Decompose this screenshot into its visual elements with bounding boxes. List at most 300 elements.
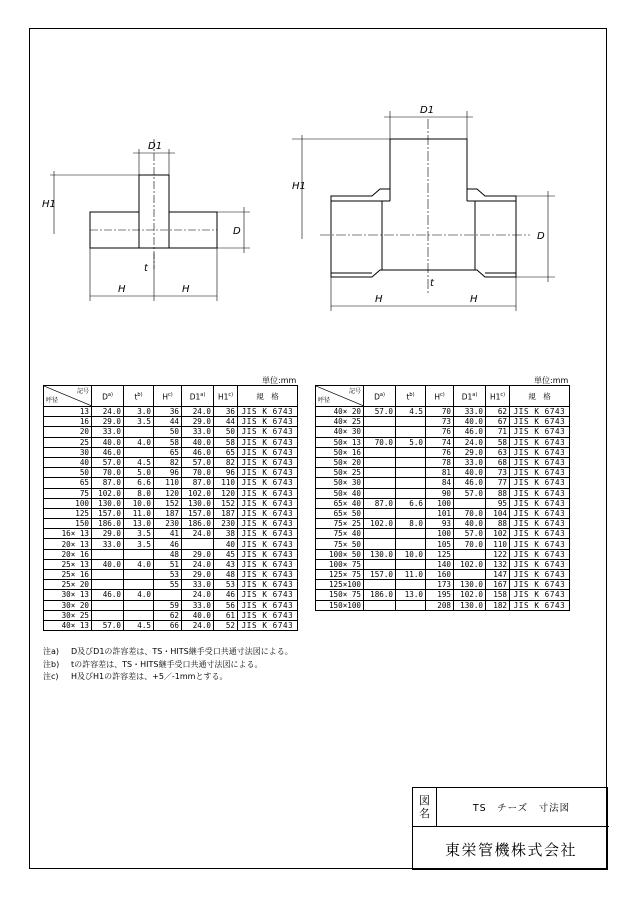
table-cell: 130.0 [182, 498, 214, 508]
table-cell: 96 [154, 468, 182, 478]
table-cell: JIS K 6743 [510, 529, 570, 539]
table-cell: 130.0 [92, 498, 124, 508]
table-cell: 157.0 [182, 508, 214, 518]
table-cell: 10.0 [124, 498, 154, 508]
table-cell: 30× 20 [44, 600, 92, 610]
table-cell: JIS K 6743 [510, 539, 570, 549]
table-cell: 110 [486, 539, 510, 549]
table-cell: 90 [426, 488, 454, 498]
table-row [316, 600, 570, 610]
table-cell: 230 [214, 519, 238, 529]
table-cell: 24.0 [182, 559, 214, 569]
table-cell: 67 [486, 417, 510, 427]
table-cell: 186.0 [92, 519, 124, 529]
large-tee-drawing [292, 111, 555, 311]
table-cell: 5.0 [396, 437, 426, 447]
table-cell: 150×100 [316, 600, 364, 610]
table-cell: 40 [214, 539, 238, 549]
table-cell: 61 [214, 610, 238, 620]
table-cell: 102.0 [454, 590, 486, 600]
table-cell: 63 [486, 447, 510, 457]
table-cell: 53 [214, 580, 238, 590]
table-cell: JIS K 6743 [510, 468, 570, 478]
table-cell: 33.0 [454, 407, 486, 417]
table-cell: JIS K 6743 [238, 539, 298, 549]
table-cell: 25× 13 [44, 559, 92, 569]
table-cell: 208 [426, 600, 454, 610]
table-row [44, 457, 298, 467]
table-cell: 77 [486, 478, 510, 488]
table-cell: 3.0 [124, 407, 154, 417]
table-cell: 81 [426, 468, 454, 478]
table-cell: JIS K 6743 [238, 590, 298, 600]
table-cell: 52 [214, 620, 238, 630]
table-cell: 73 [486, 468, 510, 478]
table-cell: 11.0 [124, 508, 154, 518]
table-cell [124, 427, 154, 437]
table-cell: JIS K 6743 [510, 580, 570, 590]
table-cell: 46.0 [454, 427, 486, 437]
table-row [44, 580, 298, 590]
table-cell [182, 539, 214, 549]
table-row [44, 427, 298, 437]
table-cell [364, 580, 396, 590]
dim-label-h1-large: H1 [292, 181, 306, 192]
table-cell: 125× 75 [316, 570, 364, 580]
table-row [44, 559, 298, 569]
table-cell: 6.6 [396, 498, 426, 508]
table-cell: 187 [154, 508, 182, 518]
table-row [316, 457, 570, 467]
table-header-row [44, 386, 298, 407]
table-cell: 125 [44, 508, 92, 518]
table-cell: 167 [486, 580, 510, 590]
header-cell: $H^{c)}$ [154, 386, 182, 407]
table-row [44, 549, 298, 559]
table-cell [396, 600, 426, 610]
table-cell: 50× 13 [316, 437, 364, 447]
table-row [316, 508, 570, 518]
table-cell [364, 539, 396, 549]
table-row [44, 478, 298, 488]
unit-label-right: 単位:mm [534, 376, 569, 385]
table-row [44, 447, 298, 457]
table-cell: 173 [426, 580, 454, 590]
table-cell: 147 [486, 570, 510, 580]
table-cell: 132 [486, 559, 510, 569]
table-cell: 44 [214, 417, 238, 427]
table-cell: JIS K 6743 [510, 488, 570, 498]
table-cell: 130.0 [454, 600, 486, 610]
table-cell: 65 [44, 478, 92, 488]
table-cell: 51 [154, 559, 182, 569]
table-cell: JIS K 6743 [510, 498, 570, 508]
table-row [44, 417, 298, 427]
table-cell: 71 [486, 427, 510, 437]
table-row [44, 529, 298, 539]
table-cell: 102.0 [92, 488, 124, 498]
table-cell: 4.5 [396, 407, 426, 417]
table-cell: 76 [426, 447, 454, 457]
table-cell: JIS K 6743 [238, 580, 298, 590]
table-cell [364, 508, 396, 518]
table-cell: JIS K 6743 [238, 620, 298, 630]
header-cell: H1$^{c)}$ [214, 386, 238, 407]
table-cell: 75× 25 [316, 519, 364, 529]
table-cell: 30 [44, 447, 92, 457]
table-cell: 152 [154, 498, 182, 508]
table-row [316, 570, 570, 580]
notes [43, 646, 293, 684]
table-cell: 11.0 [396, 570, 426, 580]
table-cell: 6.6 [124, 478, 154, 488]
table-cell: 75× 50 [316, 539, 364, 549]
table-cell: 5.0 [124, 468, 154, 478]
title-block-label: 図 名 [413, 788, 437, 826]
table-cell: 40.0 [182, 437, 214, 447]
table-cell: 87.0 [92, 478, 124, 488]
table-cell: 16× 13 [44, 529, 92, 539]
table-cell: 150 [44, 519, 92, 529]
table-cell [364, 600, 396, 610]
table-row [316, 488, 570, 498]
title-block [412, 787, 608, 870]
table-cell: 50× 25 [316, 468, 364, 478]
table-row [316, 590, 570, 600]
table-cell: 13.0 [396, 590, 426, 600]
table-cell: 40.0 [454, 468, 486, 478]
table-row [316, 417, 570, 427]
table-cell: 96 [214, 468, 238, 478]
company-name: 東栄管機株式会社 [413, 826, 609, 872]
table-cell: 100× 75 [316, 559, 364, 569]
table-cell: 41 [154, 529, 182, 539]
table-cell: 59 [154, 600, 182, 610]
table-row [316, 447, 570, 457]
note-c: 注c) H及びH1の許容差は、+5／-1mmとする。 [43, 672, 228, 681]
table-cell: 62 [154, 610, 182, 620]
dim-label-h-large-left: H [375, 294, 383, 305]
table-cell: JIS K 6743 [510, 437, 570, 447]
table-cell [92, 600, 124, 610]
table-cell: 25 [44, 437, 92, 447]
table-cell: 33.0 [92, 539, 124, 549]
table-cell [92, 549, 124, 559]
header-cell: D1$^{a)}$ [454, 386, 486, 407]
table-cell: 33.0 [182, 600, 214, 610]
table-cell: 25× 16 [44, 570, 92, 580]
unit-label-left: 単位:mm [262, 376, 297, 385]
table-cell [396, 447, 426, 457]
table-cell: 30× 25 [44, 610, 92, 620]
header-corner-size: 呼径 [318, 397, 331, 404]
table-cell: 195 [426, 590, 454, 600]
table-cell: 48 [214, 570, 238, 580]
table-cell: 8.0 [124, 488, 154, 498]
table-cell: JIS K 6743 [510, 407, 570, 417]
table-cell [154, 590, 182, 600]
table-cell: 56 [214, 600, 238, 610]
table-cell: 100 [426, 498, 454, 508]
table-cell [124, 610, 154, 620]
table-cell: JIS K 6743 [238, 549, 298, 559]
header-corner-cell [44, 386, 92, 407]
table-cell [364, 417, 396, 427]
table-cell: 76 [426, 427, 454, 437]
table-row [316, 529, 570, 539]
dim-label-t-small: t [144, 263, 148, 274]
dimension-table-right [315, 385, 570, 611]
table-cell: 182 [486, 600, 510, 610]
header-cell: 規 格 [510, 386, 570, 407]
header-corner-symbol: 記号 [348, 388, 361, 395]
table-cell: 75 [44, 488, 92, 498]
table-cell: 87.0 [182, 478, 214, 488]
header-cell: $D^{a)}$ [364, 386, 396, 407]
table-row [44, 488, 298, 498]
table-header-row [316, 386, 570, 407]
table-cell: 40.0 [454, 519, 486, 529]
dim-label-t-large: t [430, 278, 434, 289]
table-row [316, 468, 570, 478]
table-cell: 100 [44, 498, 92, 508]
table-cell: 70 [426, 407, 454, 417]
dim-label-h-large-right: H [470, 294, 478, 305]
table-cell: 130.0 [364, 549, 396, 559]
table-cell: 50× 16 [316, 447, 364, 457]
table-cell: 29.0 [92, 417, 124, 427]
table-cell: 3.5 [124, 529, 154, 539]
table-cell: 46.0 [92, 590, 124, 600]
table-cell [364, 468, 396, 478]
table-cell: 33.0 [182, 580, 214, 590]
table-cell: 62 [486, 407, 510, 417]
table-row [44, 519, 298, 529]
table-cell [364, 478, 396, 488]
table-row [316, 539, 570, 549]
table-cell: 68 [486, 457, 510, 467]
table-cell: 122 [486, 549, 510, 559]
table-cell: JIS K 6743 [238, 437, 298, 447]
table-cell [396, 488, 426, 498]
table-cell [396, 559, 426, 569]
note-b: 注b) tの許容差は、TS・HITS継手受口共通寸法図による。 [43, 659, 263, 669]
table-cell: 40× 25 [316, 417, 364, 427]
table-cell: 65 [214, 447, 238, 457]
table-cell: 88 [486, 519, 510, 529]
table-cell: 20× 13 [44, 539, 92, 549]
table-cell: 65× 40 [316, 498, 364, 508]
table-cell [124, 549, 154, 559]
table-cell: 33.0 [92, 427, 124, 437]
table-cell: 58 [214, 437, 238, 447]
dim-label-d1-large: D1 [420, 105, 435, 116]
table-cell: 102.0 [182, 488, 214, 498]
table-cell: 93 [426, 519, 454, 529]
table-cell: JIS K 6743 [510, 427, 570, 437]
table-cell: JIS K 6743 [510, 590, 570, 600]
dim-label-h1-small: H1 [42, 199, 56, 210]
table-row [44, 610, 298, 620]
table-cell: JIS K 6743 [510, 457, 570, 467]
table-cell: 84 [426, 478, 454, 488]
table-cell: 82 [154, 457, 182, 467]
table-cell: JIS K 6743 [510, 478, 570, 488]
table-cell [124, 600, 154, 610]
table-cell: 230 [154, 519, 182, 529]
table-cell: 65 [154, 447, 182, 457]
table-cell: 75× 40 [316, 529, 364, 539]
header-cell: 規 格 [238, 386, 298, 407]
table-row [44, 600, 298, 610]
table-cell: 48 [154, 549, 182, 559]
table-row [316, 519, 570, 529]
table-cell: 46.0 [92, 447, 124, 457]
table-cell: 66 [154, 620, 182, 630]
table-row [44, 539, 298, 549]
drawing-sheet [29, 28, 607, 869]
table-cell: JIS K 6743 [238, 508, 298, 518]
table-cell: 70.0 [454, 539, 486, 549]
table-row [44, 590, 298, 600]
header-corner-symbol: 記号 [76, 388, 89, 395]
table-cell: 40.0 [182, 610, 214, 620]
table-cell: 24.0 [454, 437, 486, 447]
table-cell: 102 [486, 529, 510, 539]
table-cell: 186.0 [182, 519, 214, 529]
table-cell: 36 [214, 407, 238, 417]
table-cell [396, 457, 426, 467]
table-cell: 29.0 [92, 529, 124, 539]
table-cell: JIS K 6743 [510, 549, 570, 559]
table-cell: 157.0 [364, 570, 396, 580]
table-row [44, 508, 298, 518]
dim-label-d-large: D [537, 231, 545, 242]
table-cell [396, 468, 426, 478]
table-cell: 3.5 [124, 417, 154, 427]
table-cell: 70.0 [454, 508, 486, 518]
table-cell: 20 [44, 427, 92, 437]
table-row [316, 407, 570, 417]
table-cell: 150× 75 [316, 590, 364, 600]
table-cell: 50× 20 [316, 457, 364, 467]
table-cell: 74 [426, 437, 454, 447]
table-cell: 46.0 [454, 478, 486, 488]
table-cell: 158 [486, 590, 510, 600]
table-cell [364, 447, 396, 457]
table-cell: 120 [214, 488, 238, 498]
table-cell [396, 478, 426, 488]
table-cell: 29.0 [454, 447, 486, 457]
table-cell: 50 [214, 427, 238, 437]
table-cell [364, 529, 396, 539]
table-cell: 125 [426, 549, 454, 559]
table-cell: JIS K 6743 [238, 427, 298, 437]
table-cell: 57.0 [92, 457, 124, 467]
table-cell: 50× 40 [316, 488, 364, 498]
table-cell: 45 [214, 549, 238, 559]
table-cell [396, 417, 426, 427]
table-row [316, 498, 570, 508]
table-cell: JIS K 6743 [510, 417, 570, 427]
table-cell: JIS K 6743 [510, 519, 570, 529]
table-cell: 40.0 [92, 437, 124, 447]
table-cell: 87.0 [364, 498, 396, 508]
table-cell [92, 580, 124, 590]
table-cell: 57.0 [454, 488, 486, 498]
table-row [316, 559, 570, 569]
table-cell [396, 427, 426, 437]
table-row [44, 498, 298, 508]
dim-label-d-small: D [233, 226, 241, 237]
table-cell: 120 [154, 488, 182, 498]
table-cell: JIS K 6743 [238, 407, 298, 417]
table-cell: 186.0 [364, 590, 396, 600]
table-row [44, 620, 298, 630]
header-cell: D1$^{a)}$ [182, 386, 214, 407]
table-cell: 3.5 [124, 539, 154, 549]
table-cell: 20× 16 [44, 549, 92, 559]
header-cell: H1$^{c)}$ [486, 386, 510, 407]
table-cell: 110 [214, 478, 238, 488]
table-cell: 43 [214, 559, 238, 569]
table-cell: 50 [44, 468, 92, 478]
table-cell: 100× 50 [316, 549, 364, 559]
table-row [44, 437, 298, 447]
table-cell: 44 [154, 417, 182, 427]
table-cell: 157.0 [92, 508, 124, 518]
table-cell: 4.0 [124, 559, 154, 569]
table-cell: 46 [154, 539, 182, 549]
table-row [44, 570, 298, 580]
table-cell: 95 [486, 498, 510, 508]
table-row [44, 407, 298, 417]
table-cell: 53 [154, 570, 182, 580]
table-cell: JIS K 6743 [238, 610, 298, 620]
table-cell: 105 [426, 539, 454, 549]
dimension-table-left [43, 385, 298, 631]
table-cell: 46.0 [182, 447, 214, 457]
table-cell [396, 539, 426, 549]
table-cell: 33.0 [454, 457, 486, 467]
table-cell: 38 [214, 529, 238, 539]
table-cell [92, 570, 124, 580]
table-cell [364, 559, 396, 569]
table-cell: 125×100 [316, 580, 364, 590]
header-corner-size: 呼径 [46, 397, 59, 404]
table-cell: 160 [426, 570, 454, 580]
drawing-title: TS チーズ 寸法図 [472, 803, 571, 814]
table-cell: 70.0 [364, 437, 396, 447]
table-row [316, 478, 570, 488]
table-cell: 88 [486, 488, 510, 498]
table-cell: 78 [426, 457, 454, 467]
table-cell [364, 488, 396, 498]
table-cell: 50 [154, 427, 182, 437]
table-cell: 13.0 [124, 519, 154, 529]
table-cell: JIS K 6743 [238, 600, 298, 610]
table-cell: JIS K 6743 [510, 570, 570, 580]
table-cell [454, 570, 486, 580]
table-cell: 187 [214, 508, 238, 518]
table-cell: 70.0 [182, 468, 214, 478]
table-cell [396, 529, 426, 539]
header-corner-cell [316, 386, 364, 407]
table-cell [396, 508, 426, 518]
table-cell: 65× 50 [316, 508, 364, 518]
table-cell: 101 [426, 508, 454, 518]
table-cell [92, 610, 124, 620]
